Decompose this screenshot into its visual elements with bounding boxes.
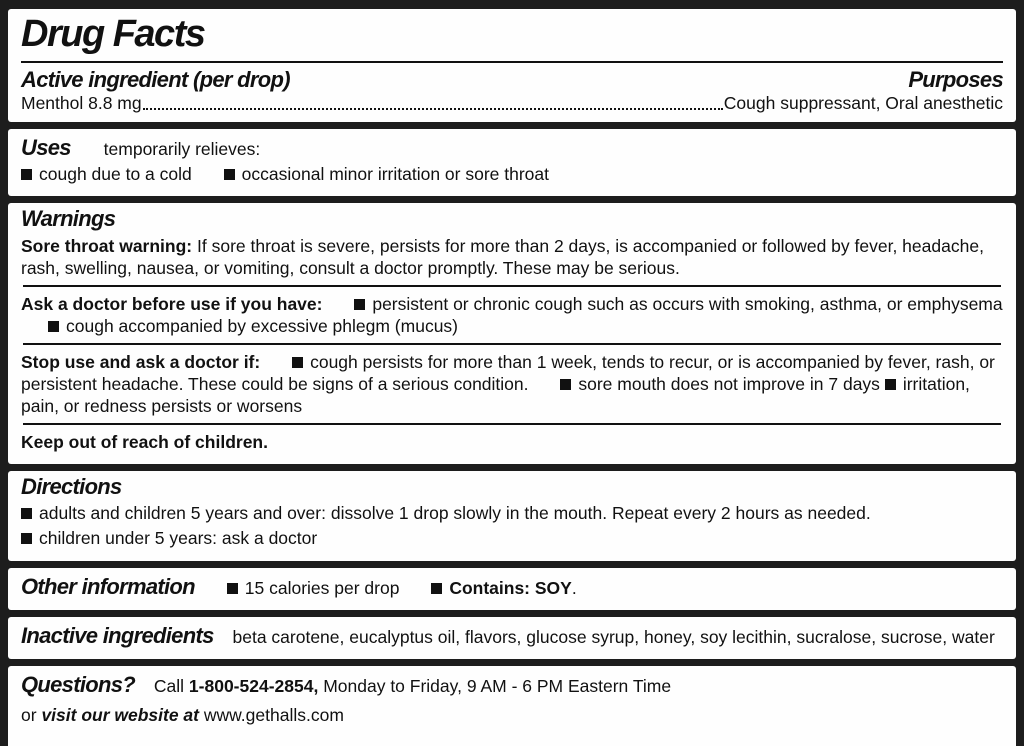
ask-doctor-item: persistent or chronic cough such as occurs with smoking, asthma, or emphysema (372, 293, 1003, 314)
sore-throat-warning (21, 235, 1003, 279)
square-bullet-icon (227, 583, 238, 594)
dot-leader (143, 108, 723, 110)
square-bullet-icon (292, 357, 303, 368)
uses-heading: Uses (21, 135, 71, 161)
stop-use-item: cough persists for more than 1 week, tends to recur, or is accompanied by fever, rash, or persistent headache. These could be signs of a serious condition. (21, 351, 995, 394)
section-warnings (8, 203, 1016, 464)
keep-out-of-reach (21, 431, 1003, 453)
drug-facts-title: Drug Facts (21, 13, 205, 55)
directions-item-row (21, 502, 1003, 524)
stop-use-item: irritation, pain, or redness persists or worsens (21, 373, 970, 417)
questions-row (21, 672, 1003, 697)
directions-item: adults and children 5 years and over: dissolve 1 drop slowly in the mouth. Repeat every 2 hours as needed. (39, 503, 871, 524)
website-url: www.gethalls.com (203, 705, 344, 726)
stop-use-warning (21, 351, 1003, 417)
square-bullet-icon (21, 508, 32, 519)
square-bullet-icon (21, 533, 32, 544)
questions-heading: Questions? (21, 672, 136, 698)
divider (23, 343, 1001, 345)
ingredient-name: Menthol 8.8 mg (21, 93, 142, 114)
directions-heading: Directions (21, 474, 122, 500)
other-information-heading: Other information (21, 573, 195, 599)
divider (21, 61, 1003, 63)
uses-intro: temporarily relieves: (103, 139, 261, 160)
square-bullet-icon (354, 299, 365, 310)
section-questions (8, 666, 1016, 746)
call-hours: Monday to Friday, 9 AM - 6 PM Eastern Time (323, 676, 672, 697)
phone-number: 1-800-524-2854, (188, 676, 319, 697)
square-bullet-icon (560, 379, 571, 390)
purposes-heading: Purposes (908, 66, 1003, 92)
sore-throat-warning-label: Sore throat warning: (21, 235, 193, 256)
section-inactive-ingredients (8, 617, 1016, 659)
divider (23, 423, 1001, 425)
uses-item: occasional minor irritation or sore throat (241, 164, 549, 185)
uses-heading-row (21, 135, 1003, 160)
other-information-row (21, 574, 1003, 599)
website-row (21, 704, 1003, 726)
stop-use-item: sore mouth does not improve in 7 days (578, 373, 880, 394)
keep-out-text: Keep out of reach of children. (21, 432, 268, 453)
other-information-item: 15 calories per drop (244, 577, 400, 598)
call-prefix: Call (153, 676, 185, 697)
inactive-ingredients-list: beta carotene, eucalyptus oil, flavors, glucose syrup, honey, soy lecithin, sucralose, sucrose, water (232, 626, 995, 647)
ingredient-purpose: Cough suppressant, Oral anesthetic (723, 93, 1003, 114)
uses-item: cough due to a cold (39, 164, 192, 185)
square-bullet-icon (48, 321, 59, 332)
ask-doctor-label: Ask a doctor before use if you have: (21, 293, 323, 314)
sore-throat-warning-text: If sore throat is severe, persists for more than 2 days, is accompanied or followed by fever, headache, rash, swelling, nausea, or vomiting, consult a doctor promptly. These may be serious. (21, 235, 984, 278)
ask-doctor-item: cough accompanied by excessive phlegm (mucus) (66, 315, 458, 336)
square-bullet-icon (21, 169, 32, 180)
directions-item-row (21, 527, 1003, 549)
directions-item: children under 5 years: ask a doctor (39, 528, 318, 549)
square-bullet-icon (431, 583, 442, 594)
warnings-heading: Warnings (21, 206, 116, 232)
website-prefix: or (21, 705, 37, 726)
square-bullet-icon (224, 169, 235, 180)
section-active-ingredient (8, 9, 1016, 122)
ingredient-purpose-row (21, 93, 1003, 114)
contains-soy-text: Contains: SOY (449, 577, 572, 598)
inactive-ingredients-heading: Inactive ingredients (21, 622, 214, 648)
stop-use-label: Stop use and ask a doctor if: (21, 351, 261, 372)
section-other-information (8, 568, 1016, 610)
square-bullet-icon (885, 379, 896, 390)
active-ingredient-heading: Active ingredient (per drop) (21, 66, 290, 92)
active-ingredient-header-row (21, 67, 1003, 92)
section-uses (8, 129, 1016, 196)
ask-doctor-warning (21, 293, 1003, 337)
contains-soy-period: . (571, 577, 577, 598)
divider (23, 285, 1001, 287)
uses-bullet-list (21, 163, 1003, 185)
section-directions (8, 471, 1016, 560)
inactive-ingredients-row (21, 623, 1003, 648)
website-label: visit our website at (41, 705, 199, 726)
